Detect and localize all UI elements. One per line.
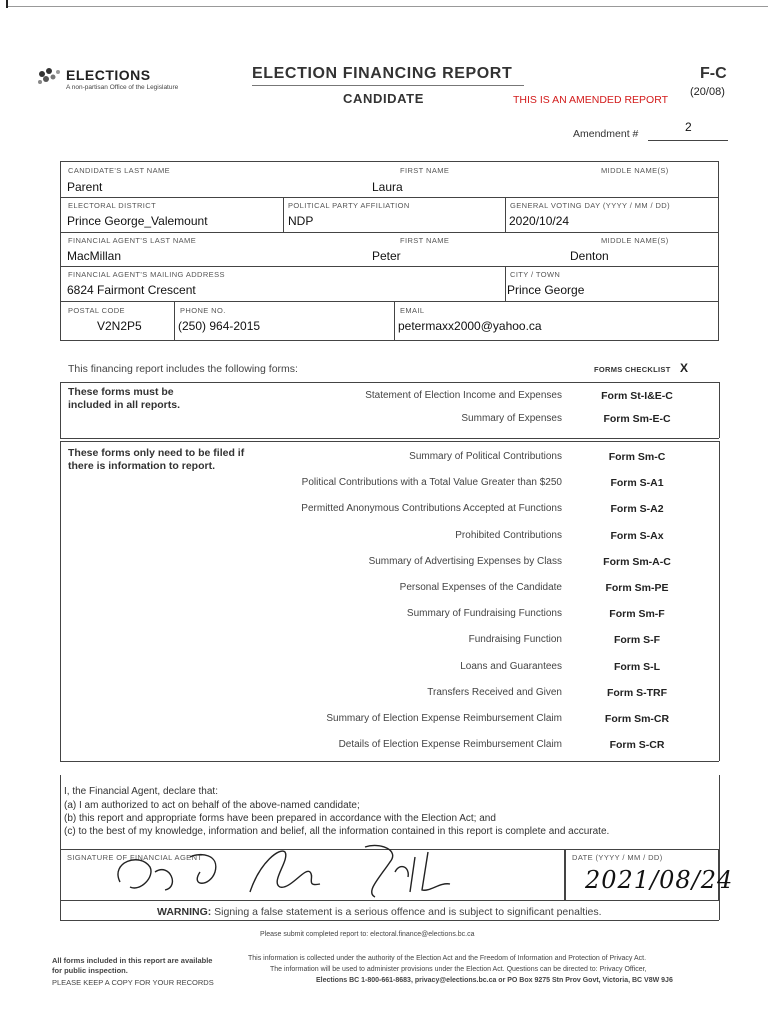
required-note: These forms must be included in all reports. [68, 386, 181, 411]
agent-middle-name-label: MIDDLE NAME(S) [601, 236, 669, 245]
candidate-first-name-label: FIRST NAME [400, 166, 450, 175]
privacy-line-1: This information is collected under the authority of the Election Act and the Freedom of Information and Protection of Privacy Act. [248, 955, 647, 962]
city-label: CITY / TOWN [510, 270, 561, 279]
declaration-line-3: (b) this report and appropriate forms have been prepared in accordance with the Election Act; and [64, 813, 496, 824]
form-description: Summary of Fundraising Functions [406, 608, 562, 620]
candidate-first-name: Laura [372, 180, 403, 194]
agent-signature [110, 842, 510, 902]
agent-first-name: Peter [372, 249, 401, 263]
form-code: Form S-A2 [610, 503, 664, 516]
declaration-line-2: (a) I am authorized to act on behalf of the above-named candidate; [64, 800, 360, 811]
form-code: Form Sm-PE [605, 582, 669, 594]
section-rule [60, 920, 719, 921]
report-subtitle: CANDIDATE [343, 91, 424, 106]
voting-day-label: GENERAL VOTING DAY (YYYY / MM / DD) [510, 201, 670, 210]
form-description: Political Contributions with a Total Value Greater than $250 [301, 477, 562, 489]
agent-middle-name: Denton [570, 249, 609, 263]
party-label: POLITICAL PARTY AFFILIATION [288, 201, 410, 210]
row-divider [60, 266, 719, 267]
amendment-label: Amendment # [573, 128, 639, 140]
email-label: EMAIL [400, 306, 425, 315]
postal-value: V2N2P5 [97, 319, 142, 333]
logo-text: ELECTIONS [66, 67, 151, 83]
voting-day-value: 2020/10/24 [509, 214, 570, 228]
form-code: Form Sm-F [609, 608, 665, 621]
form-code: Form Sm-E-C [603, 413, 671, 425]
public-inspection-line-2: for public inspection. [52, 966, 128, 975]
form-description: Loans and Guarantees [460, 660, 562, 672]
submit-instructions: Please submit completed report to: electoral.finance@elections.bc.ca [260, 931, 475, 938]
form-code: Form S-L [613, 660, 661, 673]
privacy-line-3: Elections BC 1-800-661-8683, privacy@elections.bc.ca or PO Box 9275 Stn Prov Govt, Victoria, BC V8W 9J6 [316, 977, 673, 984]
candidate-middle-name-label: MIDDLE NAME(S) [601, 166, 669, 175]
district-label: ELECTORAL DISTRICT [68, 201, 157, 210]
section-rule [60, 761, 719, 762]
candidate-last-name: Parent [67, 180, 103, 194]
form-version: (20/08) [690, 86, 725, 98]
warning-text: Signing a false statement is a serious offence and is subject to significant penalties. [214, 906, 602, 918]
agent-last-name-label: FINANCIAL AGENT'S LAST NAME [68, 236, 197, 245]
form-code: Form S-TRF [606, 686, 668, 699]
date-value: 2021/08/24 [585, 866, 734, 894]
phone-value: (250) 964-2015 [178, 319, 261, 333]
forms-checklist-mark: X [680, 361, 689, 375]
declaration-line-4: (c) to the best of my knowledge, information and belief, all the information contained in this report is complete and accurate. [64, 826, 610, 837]
form-code: Form Sm-A-C [603, 555, 671, 568]
agent-first-name-label: FIRST NAME [400, 236, 450, 245]
elections-logo [36, 66, 221, 96]
declaration-line-1: I, the Financial Agent, declare that: [64, 786, 218, 797]
col-divider [174, 301, 175, 341]
top-edge-line [8, 6, 768, 7]
amendment-number: 2 [685, 120, 692, 134]
forms-checklist-label: FORMS CHECKLIST [594, 365, 671, 374]
form-code: Form S-Ax [610, 529, 664, 542]
title-underline [252, 85, 524, 86]
logo-mark-icon [36, 66, 66, 88]
agent-last-name: MacMillan [67, 249, 122, 263]
address-label: FINANCIAL AGENT'S MAILING ADDRESS [68, 270, 225, 279]
district-value: Prince George_Valemount [67, 214, 208, 228]
logo-tagline: A non-partisan Office of the Legislature [66, 84, 179, 91]
form-description: Transfers Received and Given [427, 686, 562, 698]
warning-line [157, 906, 602, 918]
section-edge [719, 775, 720, 920]
section-edge [719, 441, 720, 761]
optional-note: These forms only need to be filed if there is information to report. [68, 447, 245, 472]
form-code: Form S-CR [609, 739, 665, 752]
form-description: Permitted Anonymous Contributions Accepted at Functions [301, 503, 562, 515]
phone-label: PHONE NO. [180, 306, 226, 315]
form-description: Summary of Advertising Expenses by Class [368, 555, 562, 567]
section-edge [719, 382, 720, 438]
date-label: DATE (YYYY / MM / DD) [572, 853, 663, 862]
address-value: 6824 Fairmont Crescent [67, 283, 196, 297]
privacy-line-2: The information will be used to administer provisions under the Election Act. Questions can be directed to: Privacy Officer, [270, 966, 647, 973]
public-inspection-line-1: All forms included in this report are available [52, 956, 213, 965]
row-divider [60, 197, 719, 198]
section-rule [60, 441, 719, 442]
section-edge [60, 441, 61, 761]
section-rule [60, 438, 719, 439]
amended-notice: THIS IS AN AMENDED REPORT [513, 94, 669, 106]
amendment-underline [648, 140, 728, 141]
keep-copy-note: PLEASE KEEP A COPY FOR YOUR RECORDS [52, 978, 214, 987]
report-title: ELECTION FINANCING REPORT [252, 65, 513, 82]
party-value: NDP [288, 214, 314, 228]
row-divider [60, 301, 719, 302]
form-code: Form S-A1 [610, 477, 664, 490]
section-rule [60, 382, 719, 383]
candidate-last-name-label: CANDIDATE'S LAST NAME [68, 166, 171, 175]
postal-label: POSTAL CODE [68, 306, 125, 315]
forms-intro: This financing report includes the following forms: [68, 363, 298, 375]
form-code: Form Sm-C [608, 451, 666, 463]
form-description: Summary of Expenses [461, 413, 562, 424]
form-code: F-C [700, 65, 727, 82]
form-code: Form Sm-CR [604, 713, 670, 725]
row-divider [60, 232, 719, 233]
col-divider [394, 301, 395, 341]
form-code: Form St-I&E-C [601, 390, 673, 402]
form-description: Personal Expenses of the Candidate [399, 582, 562, 593]
form-description: Prohibited Contributions [455, 529, 562, 541]
col-divider [505, 266, 506, 301]
warning-label: WARNING: [157, 906, 212, 918]
form-description: Summary of Election Expense Reimbursement Claim [326, 713, 562, 724]
section-edge [60, 382, 61, 438]
email-value: petermaxx2000@yahoo.ca [398, 319, 542, 333]
col-divider [505, 197, 506, 232]
form-description: Details of Election Expense Reimbursement Claim [338, 739, 562, 751]
signature-label: SIGNATURE OF FINANCIAL AGENT [67, 853, 203, 862]
form-description: Statement of Election Income and Expenses [365, 390, 562, 401]
col-divider [283, 197, 284, 232]
form-description: Fundraising Function [468, 634, 562, 646]
form-code: Form S-F [613, 634, 661, 647]
form-description: Summary of Political Contributions [409, 451, 562, 462]
city-value: Prince George [507, 283, 585, 297]
